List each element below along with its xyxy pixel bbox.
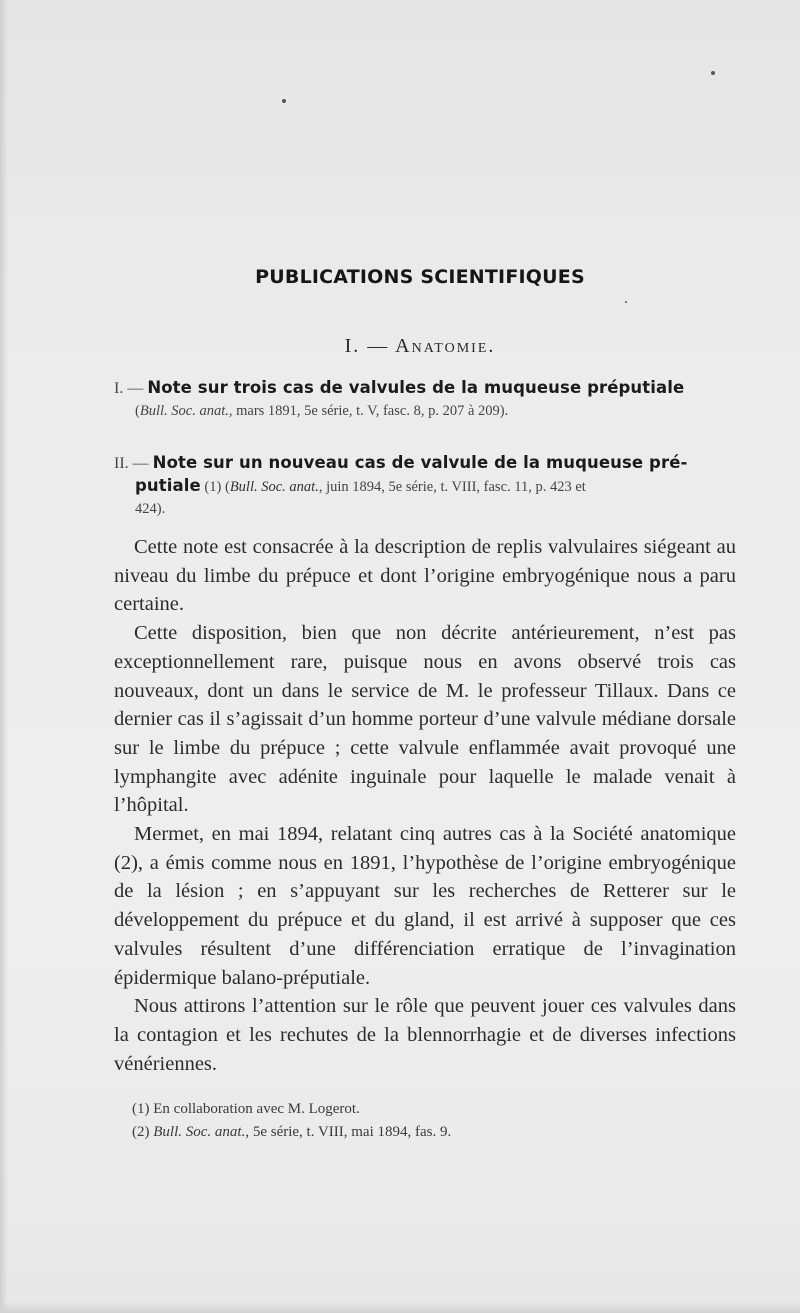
paragraph-4: Nous attirons l’attention sur le rôle que peuvent jouer ces valvules dans la contagion et les rechutes de la blennorrhagie et de diverses infections vénériennes. — [114, 995, 736, 1075]
footnote-1 — [132, 1098, 732, 1121]
entry-reference-journal: Bull. Soc. anat. — [139, 403, 229, 419]
description-body — [114, 533, 736, 1078]
publication-entry-2 — [114, 452, 764, 520]
footnote-mark: (1) — [132, 1101, 150, 1117]
footnotes — [132, 1098, 732, 1144]
ink-speck — [711, 71, 715, 75]
entry-reference-details: , juin 1894, 5e série, t. VIII, fasc. 11, p. 423 et — [318, 479, 586, 495]
footnote-2 — [132, 1121, 732, 1144]
entry-reference-continued: 424). — [135, 501, 166, 517]
footnote-reference: (1) — [204, 479, 222, 495]
entry-reference-details: , mars 1891, 5e série, t. V, fasc. 8, p. 207 à 209). — [228, 403, 509, 419]
footnote-mark: (2) — [132, 1124, 150, 1140]
page-edge-shadow-left — [0, 0, 8, 1313]
entry-title-line2: putiale — [135, 476, 201, 495]
ink-speck — [625, 301, 627, 303]
page-title: PUBLICATIONS SCIENTIFIQUES — [255, 266, 585, 288]
paragraph-3: Mermet, en mai 1894, relatant cinq autres cas à la Société anatomique (2), a émis comme nous en 1891, l’hypothèse de l’origine embryogénique de la lésion ; en s’appuyant sur les recherches de Retterer sur le développement du prépuce et du gland, il est arrivé à supposer que ces valvules résultent d’une différenciation erratique de l’invagination épidermique balano-préputiale. — [114, 823, 736, 989]
section-heading — [0, 335, 800, 358]
footnote-text: , 5e série, t. VIII, mai 1894, fas. 9. — [245, 1124, 452, 1140]
entry-reference-journal: Bull. Soc. anat. — [229, 479, 319, 495]
paragraph-2: Cette disposition, bien que non décrite antérieurement, n’est pas exceptionnellement rare, puisque nous en avons observé trois cas nouveaux, dont un dans le service de M. le professeur Tillaux. Dans ce dernier cas il s’agissait d’un homme porteur d’une valvule médiane dorsale sur le limbe du prépuce ; cette valvule enflammée avait provoqué une lymphangite avec adénite inguinale pour laquelle le malade venait à l’hôpital. — [114, 622, 736, 817]
entry-number: II. — — [114, 455, 149, 472]
paragraph-1: Cette note est consacrée à la description de replis valvulaires siégeant au niveau du limbe du prépuce et dont l’origine embryogénique nous a paru certaine. — [114, 536, 736, 616]
ink-speck — [282, 99, 286, 103]
publication-entry-1-heading — [114, 377, 764, 400]
page-edge-shadow-bottom — [0, 1301, 800, 1313]
entry-reference: (Bull. Soc. anat., mars 1891, 5e série, t. V, fasc. 8, p. 207 à 209). — [135, 403, 509, 419]
footnote-journal: Bull. Soc. anat. — [153, 1124, 246, 1140]
publication-entry-1 — [114, 377, 764, 422]
section-heading-text: I. — Anatomie. — [344, 335, 496, 357]
footnote-text: En collaboration avec M. Logerot. — [153, 1101, 360, 1117]
publication-entry-2-heading — [114, 452, 764, 475]
entry-title-continued: putiale (1) (Bull. Soc. anat., juin 1894, 5e série, t. VIII, fasc. 11, p. 423 et — [135, 476, 586, 495]
entry-title: Note sur un nouveau cas de valvule de la muqueuse pré- — [152, 453, 688, 472]
entry-number: I. — — [114, 380, 144, 397]
entry-title: Note sur trois cas de valvules de la muqueuse préputiale — [147, 378, 685, 397]
